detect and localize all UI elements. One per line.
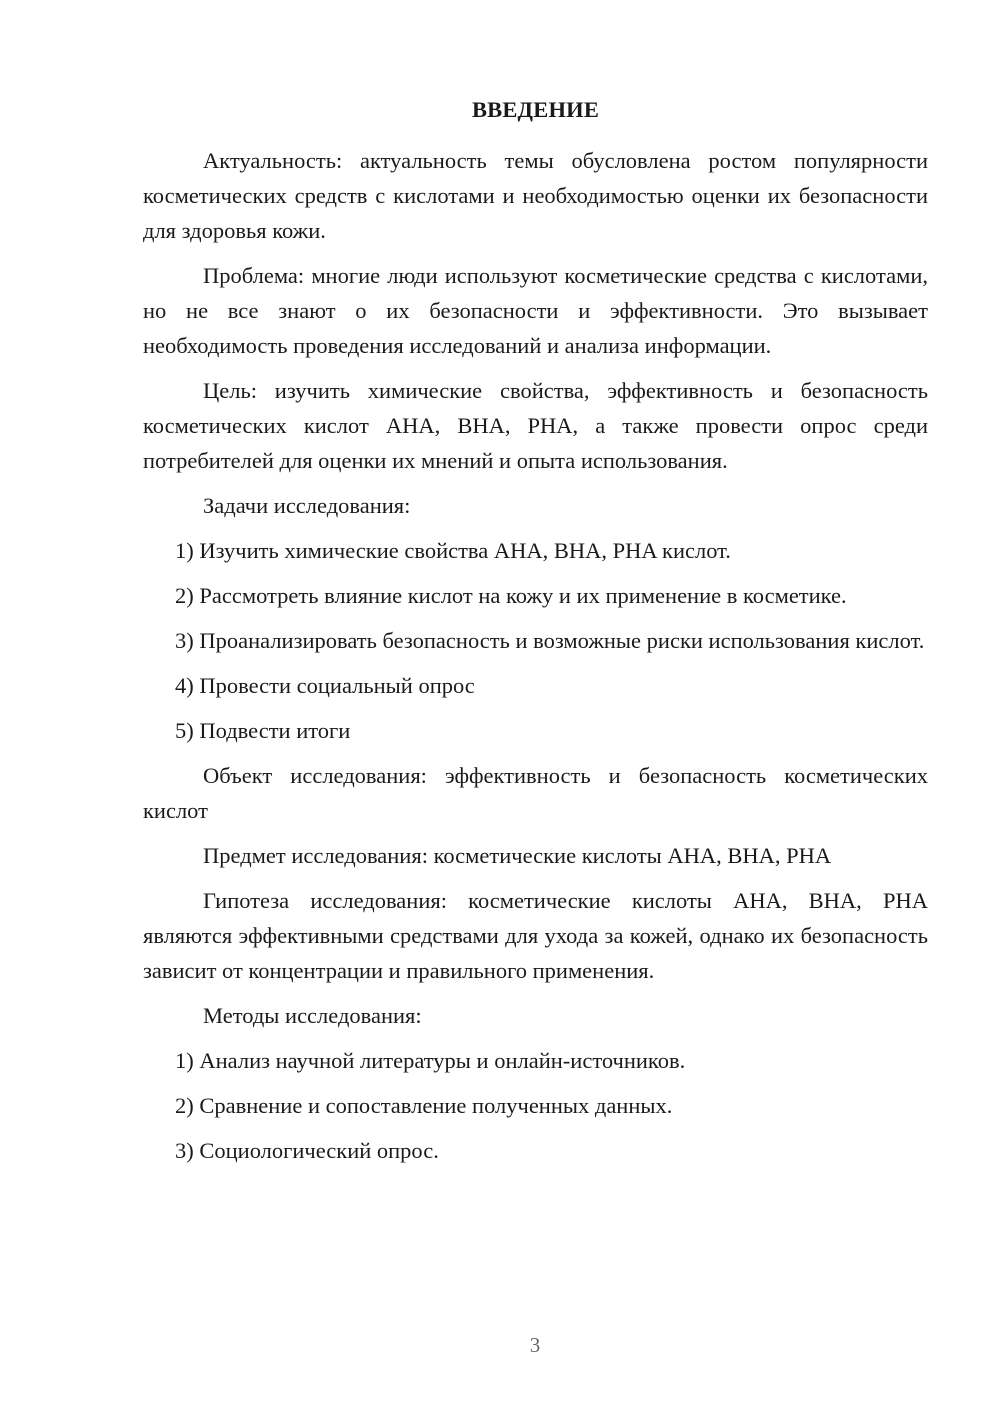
tasks-heading: Задачи исследования:	[203, 493, 411, 518]
document-page	[143, 92, 928, 1178]
method-item-3: 3) Социологический опрос.	[175, 1138, 439, 1163]
task-item-3: 3) Проанализировать безопасность и возможные риски использования кислот.	[175, 628, 925, 653]
goal-paragraph: Цель: изучить химические свойства, эффективность и безопасность косметических кислот AHA, BHA, PHA, а также провести опрос среди потребителей для оценки их мнений и опыта использования.	[143, 378, 928, 473]
problem-paragraph: Проблема: многие люди используют косметические средства с кислотами, но не все знают о их безопасности и эффективности. Это вызывает необходимость проведения исследований и анализа информации.	[143, 263, 928, 358]
subject-paragraph: Предмет исследования: косметические кислоты AHA, BHA, PHA	[203, 843, 832, 868]
relevance-paragraph: Актуальность: актуальность темы обусловлена ростом популярности косметических средств с кислотами и необходимостью оценки их безопасности для здоровья кожи.	[143, 148, 928, 243]
section-title: ВВЕДЕНИЕ	[471, 97, 600, 122]
page-number: 3	[529, 1333, 541, 1357]
method-item-1: 1) Анализ научной литературы и онлайн-источников.	[175, 1048, 686, 1073]
task-item-5: 5) Подвести итоги	[175, 718, 351, 743]
hypothesis-paragraph: Гипотеза исследования: косметические кислоты AHA, BHA, PHA являются эффективными средствами для ухода за кожей, однако их безопасность зависит от концентрации и правильного применения.	[143, 888, 928, 983]
task-item-1: 1) Изучить химические свойства AHA, BHA, PHA кислот.	[175, 538, 731, 563]
methods-heading: Методы исследования:	[203, 1003, 422, 1028]
task-item-2: 2) Рассмотреть влияние кислот на кожу и их применение в косметике.	[175, 583, 847, 608]
methods-list	[143, 1043, 928, 1168]
task-item-4: 4) Провести социальный опрос	[175, 673, 475, 698]
method-item-2: 2) Сравнение и сопоставление полученных данных.	[175, 1093, 673, 1118]
tasks-list	[143, 533, 928, 748]
object-paragraph: Объект исследования: эффективность и безопасность косметических кислот	[143, 763, 928, 823]
